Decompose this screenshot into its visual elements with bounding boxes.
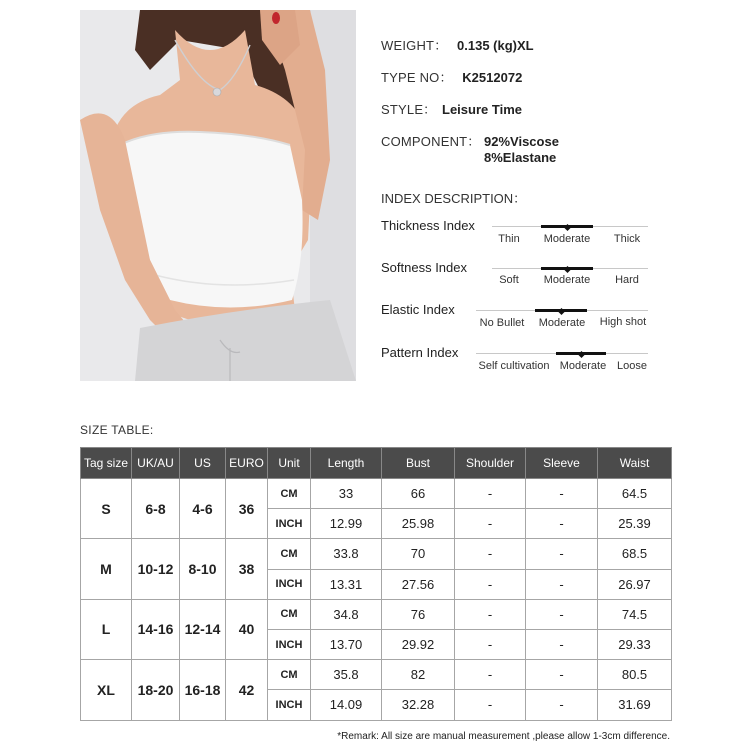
length-cell: 33 bbox=[311, 479, 382, 509]
shoulder-cell: - bbox=[455, 660, 526, 690]
length-cell: 13.31 bbox=[311, 569, 382, 599]
waist-cell: 80.5 bbox=[598, 660, 672, 690]
thickness-label-high: Thick bbox=[613, 233, 641, 245]
header-length: Length bbox=[311, 448, 382, 479]
shoulder-cell: - bbox=[455, 569, 526, 599]
unit-cm: CM bbox=[268, 539, 311, 569]
style-label: STYLE： bbox=[381, 102, 437, 117]
size-euro: 40 bbox=[226, 599, 268, 659]
size-euro: 38 bbox=[226, 539, 268, 599]
size-table-title: SIZE TABLE: bbox=[80, 423, 154, 437]
sleeve-cell: - bbox=[526, 479, 598, 509]
size-tag: L bbox=[81, 599, 132, 659]
softness-index-label: Softness Index bbox=[381, 260, 467, 275]
pattern-index-label: Pattern Index bbox=[381, 345, 459, 360]
bust-cell: 32.28 bbox=[382, 690, 455, 720]
size-table-header bbox=[81, 448, 672, 479]
length-cell: 12.99 bbox=[311, 509, 382, 539]
unit-cm: CM bbox=[268, 599, 311, 629]
unit-inch: INCH bbox=[268, 569, 311, 599]
size-uk: 14-16 bbox=[132, 599, 180, 659]
sleeve-cell: - bbox=[526, 660, 598, 690]
component-label: COMPONENT： bbox=[381, 134, 481, 149]
table-row bbox=[81, 479, 672, 509]
shoulder-cell: - bbox=[455, 629, 526, 659]
weight-label: WEIGHT： bbox=[381, 38, 448, 53]
header-us: US bbox=[180, 448, 226, 479]
waist-cell: 25.39 bbox=[598, 509, 672, 539]
size-tag: XL bbox=[81, 660, 132, 720]
unit-cm: CM bbox=[268, 660, 311, 690]
length-cell: 34.8 bbox=[311, 599, 382, 629]
size-remark: *Remark: All size are manual measurement ,please allow 1-3cm difference. bbox=[337, 731, 670, 742]
size-tag: M bbox=[81, 539, 132, 599]
type-value: K2512072 bbox=[462, 70, 523, 85]
waist-cell: 74.5 bbox=[598, 599, 672, 629]
bust-cell: 29.92 bbox=[382, 629, 455, 659]
style-row bbox=[381, 102, 522, 118]
type-row bbox=[381, 70, 522, 86]
length-cell: 35.8 bbox=[311, 660, 382, 690]
table-row bbox=[81, 599, 672, 629]
component-row bbox=[381, 134, 559, 168]
size-us: 8-10 bbox=[180, 539, 226, 599]
pattern-label-mid: Moderate bbox=[559, 360, 607, 372]
thickness-index-label: Thickness Index bbox=[381, 218, 475, 233]
unit-inch: INCH bbox=[268, 690, 311, 720]
elastic-label-high: High shot bbox=[599, 316, 647, 328]
header-waist: Waist bbox=[598, 448, 672, 479]
header-shoulder: Shoulder bbox=[455, 448, 526, 479]
softness-label-mid: Moderate bbox=[543, 274, 591, 286]
shoulder-cell: - bbox=[455, 509, 526, 539]
elastic-label-mid: Moderate bbox=[538, 317, 586, 329]
weight-value: 0.135 (kg)XL bbox=[457, 38, 534, 53]
waist-cell: 68.5 bbox=[598, 539, 672, 569]
size-us: 4-6 bbox=[180, 479, 226, 539]
header-uk-au: UK/AU bbox=[132, 448, 180, 479]
bust-cell: 82 bbox=[382, 660, 455, 690]
waist-cell: 29.33 bbox=[598, 629, 672, 659]
sleeve-cell: - bbox=[526, 629, 598, 659]
length-cell: 14.09 bbox=[311, 690, 382, 720]
shoulder-cell: - bbox=[455, 599, 526, 629]
header-unit: Unit bbox=[268, 448, 311, 479]
sleeve-cell: - bbox=[526, 509, 598, 539]
sleeve-cell: - bbox=[526, 599, 598, 629]
elastic-index-label: Elastic Index bbox=[381, 302, 455, 317]
header-bust: Bust bbox=[382, 448, 455, 479]
bust-cell: 25.98 bbox=[382, 509, 455, 539]
softness-label-low: Soft bbox=[499, 274, 519, 286]
unit-inch: INCH bbox=[268, 509, 311, 539]
shoulder-cell: - bbox=[455, 690, 526, 720]
style-value: Leisure Time bbox=[442, 102, 522, 117]
table-row bbox=[81, 539, 672, 569]
shoulder-cell: - bbox=[455, 539, 526, 569]
bust-cell: 66 bbox=[382, 479, 455, 509]
thickness-label-low: Thin bbox=[498, 233, 520, 245]
pattern-label-low: Self cultivation bbox=[478, 360, 550, 372]
size-table bbox=[80, 447, 672, 721]
shoulder-cell: - bbox=[455, 479, 526, 509]
size-euro: 42 bbox=[226, 660, 268, 720]
header-sleeve: Sleeve bbox=[526, 448, 598, 479]
elastic-label-low: No Bullet bbox=[479, 317, 525, 329]
unit-inch: INCH bbox=[268, 629, 311, 659]
component-value-1: 92%Viscose bbox=[484, 134, 559, 149]
type-label: TYPE NO： bbox=[381, 70, 453, 85]
waist-cell: 64.5 bbox=[598, 479, 672, 509]
waist-cell: 31.69 bbox=[598, 690, 672, 720]
pattern-label-high: Loose bbox=[617, 360, 647, 372]
bust-cell: 76 bbox=[382, 599, 455, 629]
sleeve-cell: - bbox=[526, 690, 598, 720]
size-tag: S bbox=[81, 479, 132, 539]
softness-label-high: Hard bbox=[615, 274, 639, 286]
product-photo bbox=[80, 10, 356, 381]
sleeve-cell: - bbox=[526, 569, 598, 599]
table-row bbox=[81, 660, 672, 690]
waist-cell: 26.97 bbox=[598, 569, 672, 599]
bust-cell: 27.56 bbox=[382, 569, 455, 599]
header-euro: EURO bbox=[226, 448, 268, 479]
size-uk: 6-8 bbox=[132, 479, 180, 539]
length-cell: 13.70 bbox=[311, 629, 382, 659]
size-euro: 36 bbox=[226, 479, 268, 539]
header-tag-size: Tag size bbox=[81, 448, 132, 479]
weight-row bbox=[381, 38, 534, 54]
component-value-2: 8%Elastane bbox=[484, 150, 557, 165]
index-description-title: INDEX DESCRIPTION： bbox=[381, 191, 527, 206]
size-uk: 18-20 bbox=[132, 660, 180, 720]
size-us: 12-14 bbox=[180, 599, 226, 659]
size-uk: 10-12 bbox=[132, 539, 180, 599]
sleeve-cell: - bbox=[526, 539, 598, 569]
size-us: 16-18 bbox=[180, 660, 226, 720]
thickness-label-mid: Moderate bbox=[543, 233, 591, 245]
length-cell: 33.8 bbox=[311, 539, 382, 569]
bust-cell: 70 bbox=[382, 539, 455, 569]
unit-cm: CM bbox=[268, 479, 311, 509]
